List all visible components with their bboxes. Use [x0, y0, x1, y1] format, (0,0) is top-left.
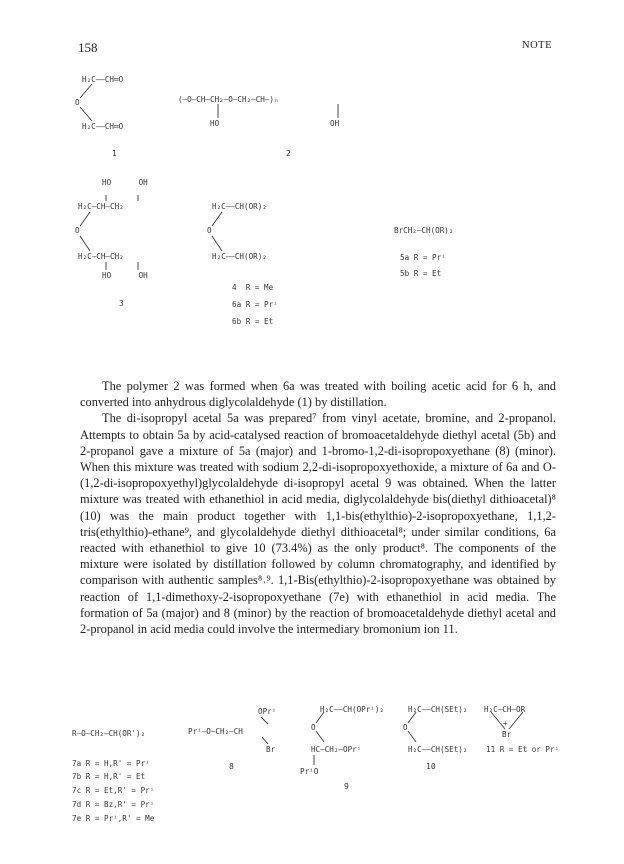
body-text [80, 378, 556, 637]
struct-10-label: 10 [426, 762, 436, 771]
struct-3-oxygen: O [75, 226, 80, 235]
struct-2-label: 2 [286, 149, 291, 158]
struct-6b-def: 6b R = Et [232, 317, 274, 326]
struct-4-bottom: H₂C——CH(OR)₂ [212, 252, 267, 261]
paragraph: The polymer 2 was formed when 6a was treated with boiling acetic acid for 6 h, and converted into anhydrous diglycolaldehyde (1) by distillation. [80, 379, 556, 410]
struct-9-label: 9 [344, 782, 349, 791]
struct-9-mid: HC—CH₂—OPrⁱ [311, 745, 362, 754]
struct-4-top: H₂C——CH(OR)₂ [212, 202, 267, 211]
struct-10-top: H₂C——CH(SEt)₂ [408, 705, 468, 714]
running-head: NOTE [522, 40, 552, 51]
struct-2-ho: HO [210, 119, 220, 128]
struct-9-pro: PrⁱO [300, 767, 319, 776]
struct-3-top: H₂C—CH—CH₂ [78, 202, 124, 211]
struct-3-bottom-substituents: HO OH [102, 271, 148, 280]
struct-11-br: Br [502, 730, 512, 739]
struct-6a-def: 6a R = Prⁱ [232, 300, 278, 309]
struct-2-oh: OH [330, 119, 340, 128]
struct-7e-def: 7e R = Prⁱ,R' = Me [72, 814, 155, 823]
struct-8-opr: OPrⁱ [258, 707, 277, 716]
struct-7b-def: 7b R = H,R' = Et [72, 772, 146, 781]
struct-10-bottom: H₂C——CH(SEt)₂ [408, 745, 468, 754]
struct-3-top-substituents: HO OH [102, 178, 148, 187]
struct-7c-def: 7c R = Et,R' = Prⁱ [72, 786, 155, 795]
struct-8-br: Br [266, 745, 276, 754]
struct-3-bottom: H₂C—CH—CH₂ [78, 252, 124, 261]
struct-4-def: 4 R = Me [232, 283, 274, 292]
struct-1-top: H₂C——CH═O [82, 75, 124, 84]
struct-1-label: 1 [112, 149, 117, 158]
struct-9-top: H₂C——CH(OPrⁱ)₂ [320, 705, 385, 714]
struct-10-oxygen: O [403, 723, 408, 732]
struct-9-oxygen: O [311, 723, 316, 732]
struct-5b-def: 5b R = Et [400, 269, 442, 278]
page-number: 158 [78, 40, 98, 55]
struct-11-top: H₂C—CH—OR [484, 705, 526, 714]
struct-2-chain: (—O—CH—CH₂—O—CH₂—CH—)ₙ [178, 95, 279, 104]
struct-3-label: 3 [119, 299, 124, 308]
struct-7a-def: 7a R = H,R' = Prⁱ [72, 759, 150, 768]
struct-8-chain: Prⁱ—O—CH₂—CH [188, 727, 243, 736]
struct-1-bottom: H₂C——CH═O [82, 122, 124, 131]
struct-7d-def: 7d R = Bz,R' = Prⁱ [72, 800, 155, 809]
struct-11-plus: + [503, 719, 508, 728]
struct-1-oxygen: O [75, 98, 80, 107]
struct-7-formula: R—O—CH₂—CH(OR')₂ [72, 729, 146, 738]
paragraph: The di-isopropyl acetal 5a was prepared⁷ from vinyl acetate, bromine, and 2-propanol. Attempts to obtain 5a by acid-catalysed reaction of bromoacetaldehyde diethyl acetal (5b) and 2-propanol gave a mixture of 5a (major) and 1-bromo-1,2-di-isopropoxyethane (8) (minor). When this mixture was treated with sodium 2,2-di-isopropoxyethoxide, a mixture of 6a and O-(1,2-di-isopropoxyethyl)glycolaldehyde di-isopropyl acetal 9 was obtained. When the latter mixture was treated with ethanethiol in acid media, diglycolaldehyde bis(diethyl dithioacetal)⁸ (10) was the main product together with 1,1-bis(ethylthio)-2-isopropoxyethane, 1,1,2-tris(ethylthio)-ethane⁹, and glycolaldehyde diethyl dithioacetal⁸; under similar conditions, 6a reacted with ethanethiol to give 10 (73.4%) as the only product⁸. The components of the mixture were isolated by distillation followed by column chromatography, and identified by comparison with authentic samples⁸˒⁹. 1,1-Bis(ethylthio)-2-isopropoxyethane was obtained by reaction of 1,1-dimethoxy-2-isopropoxyethane (7e) with ethanethiol in acid media. The formation of 5a (major) and 8 (minor) by the reaction of bromoacetaldehyde diethyl acetal and 2-propanol in acid media could involve the intermediary bromonium ion 11. [80, 411, 556, 637]
struct-5-formula: BrCH₂—CH(OR)₂ [394, 226, 454, 235]
struct-5a-def: 5a R = Prⁱ [400, 253, 446, 262]
struct-11-def: 11 R = Et or Prⁱ [486, 745, 560, 754]
struct-8-label: 8 [229, 762, 234, 771]
struct-4-oxygen: O [207, 226, 212, 235]
